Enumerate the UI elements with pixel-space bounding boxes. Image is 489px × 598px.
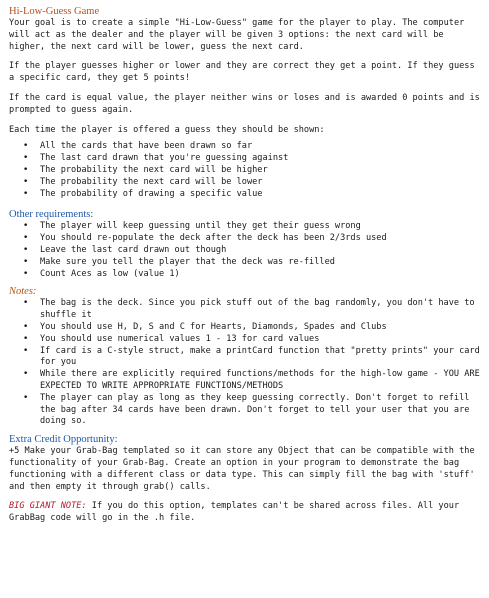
document-title: Hi-Low-Guess Game bbox=[9, 6, 100, 17]
other-requirements-heading: Other requirements: bbox=[9, 209, 94, 221]
big-note-text: If you do this option, templates can't be shared across files. All your GrabBag code will go in the .h file. bbox=[9, 501, 460, 524]
notes-heading: Notes: bbox=[9, 286, 37, 298]
list-item: • The player can play as long as they keep guessing correctly. Don't forget to refill the bag after 34 cards have been drawn. Don't forget to tell your user that you are doing so. bbox=[40, 393, 481, 428]
other-requirements-list bbox=[9, 221, 481, 280]
list-item: • The probability the next card will be lower bbox=[40, 177, 481, 189]
shown-intro-paragraph: Each time the player is offered a guess they should be shown: bbox=[9, 124, 325, 135]
equal-rule-paragraph: If the card is equal value, the player neither wins or loses and is awarded 0 points and is prompted to guess again. bbox=[9, 92, 480, 115]
intro-paragraph: Your goal is to create a simple "Hi-Low-Guess" game for the player to play. The computer will act as the dealer and the player will be given 3 options: the next card will be higher, the next card will be lower, guess the next card. bbox=[9, 18, 465, 52]
list-item: • The probability the next card will be higher bbox=[40, 165, 481, 177]
list-item: • Leave the last card drawn out though bbox=[40, 245, 481, 257]
big-note-paragraph bbox=[9, 501, 481, 525]
notes-list bbox=[9, 298, 481, 428]
list-item: • The probability of drawing a specific value bbox=[40, 189, 481, 201]
list-item: • You should re-populate the deck after the deck has been 2/3rds used bbox=[40, 233, 481, 245]
shown-list bbox=[9, 141, 481, 200]
list-item: • You should use H, D, S and C for Hearts, Diamonds, Spades and Clubs bbox=[40, 322, 481, 334]
extra-credit-heading: Extra Credit Opportunity: bbox=[9, 434, 118, 446]
list-item: • The bag is the deck. Since you pick stuff out of the bag randomly, you don't have to shuffle it bbox=[40, 298, 481, 322]
list-item: • Count Aces as low (value 1) bbox=[40, 269, 481, 281]
extra-credit-paragraph: +5 Make your Grab-Bag templated so it can store any Object that can be compatible with the functionality of your Grab-Bag. Create an option in your program to demonstrate the bag functioning with a different class or data type. This can simply fill the bag with 'stuff' and then empty it through grab() calls. bbox=[9, 446, 475, 492]
list-item: • While there are explicitly required functions/methods for the high-low game - YOU ARE EXPECTED TO WRITE APPROPRIATE FUNCTIONS/METHODS bbox=[40, 369, 481, 393]
list-item: • The last card drawn that you're guessing against bbox=[40, 153, 481, 165]
list-item: • The player will keep guessing until they get their guess wrong bbox=[40, 221, 481, 233]
list-item: • If card is a C-style struct, make a printCard function that "pretty prints" your card for you bbox=[40, 346, 481, 370]
list-item: • Make sure you tell the player that the deck was re-filled bbox=[40, 257, 481, 269]
big-note-label: BIG GIANT NOTE: bbox=[9, 501, 87, 512]
list-item: • All the cards that have been drawn so far bbox=[40, 141, 481, 153]
list-item: • You should use numerical values 1 - 13 for card values bbox=[40, 334, 481, 346]
points-rule-paragraph: If the player guesses higher or lower and they are correct they get a point. If they guess a specific card, they get 5 points! bbox=[9, 61, 475, 84]
